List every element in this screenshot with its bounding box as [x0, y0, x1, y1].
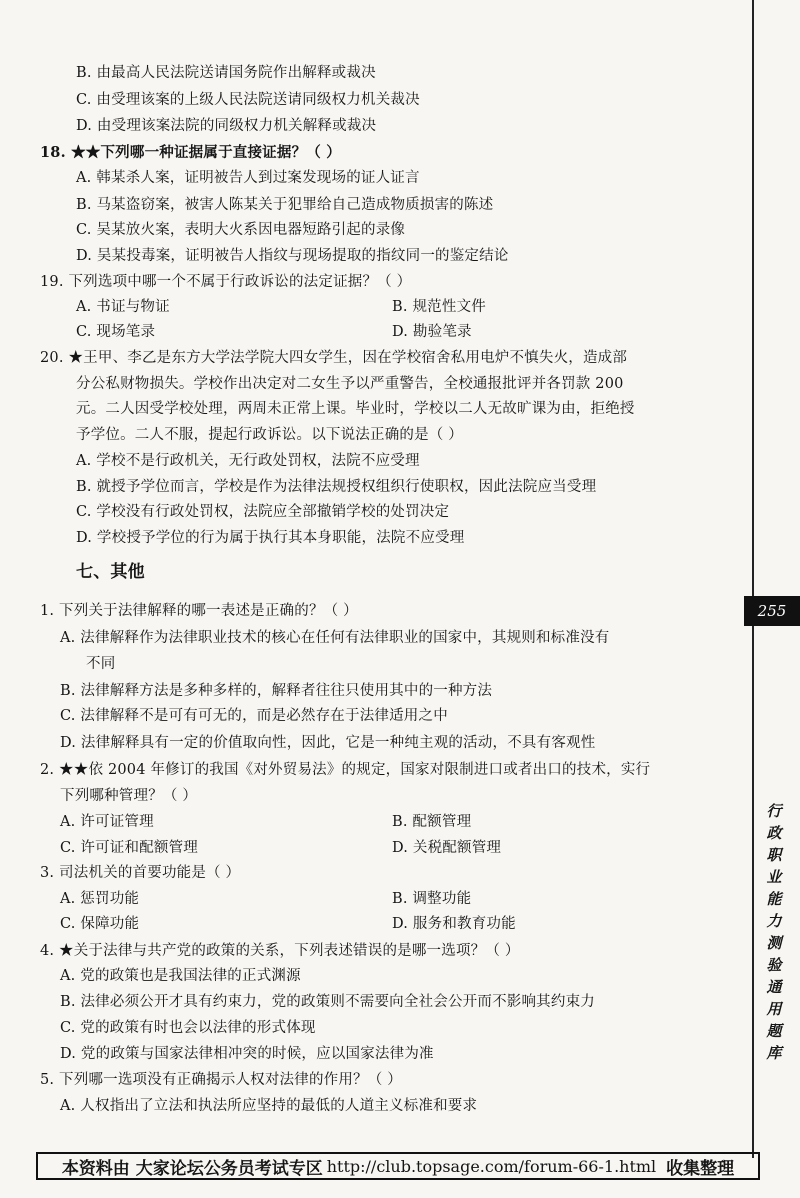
text-line: C. 吴某放火案，表明大火系因电器短路引起的录像 [76, 222, 406, 238]
footer-suffix: 收集整理 [666, 1158, 735, 1179]
text-line: D. 学校授予学位的行为属于执行其本身职能，法院不应受理 [76, 530, 465, 546]
text-line: B. 马某盗窃案，被害人陈某关于犯罪给自己造成物质损害的陈述 [76, 197, 494, 213]
text-line: A. 学校不是行政机关，无行政处罚权，法院不应受理 [76, 453, 420, 469]
text-line: D. 党的政策与国家法律相冲突的时候，应以国家法律为准 [60, 1046, 434, 1062]
text-line: 元。二人因受学校处理，两周未正常上课。毕业时，学校以二人无故旷课为由，拒绝授 [76, 401, 635, 417]
text-line: B. 规范性文件 [392, 299, 486, 315]
text-line: A. 许可证管理 [60, 814, 154, 830]
text-line: 2. ★★依 2004 年修订的我国《对外贸易法》的规定，国家对限制进口或者出口的技术，实行 [40, 762, 651, 778]
text-line: A. 法律解释作为法律职业技术的核心在任何有法律职业的国家中，其规则和标准没有 [60, 630, 610, 646]
text-line: D. 关税配额管理 [392, 840, 502, 856]
side-title-char: 政 [766, 824, 782, 842]
side-title-char: 职 [766, 846, 782, 864]
text-line: D. 勘验笔录 [392, 324, 472, 340]
footer-prefix: 本资料由 大家论坛公务员考试专区 [61, 1158, 323, 1179]
page-number-tab [744, 596, 800, 626]
margin-rule [752, 0, 754, 1158]
text-line: 下列哪种管理？（ ） [60, 788, 198, 804]
text-line: 4. ★关于法律与共产党的政策的关系，下列表述错误的是哪一选项？（ ） [40, 943, 520, 959]
text-line: D. 由受理该案法院的同级权力机关解释或裁决 [76, 118, 377, 134]
text-line: B. 法律解释方法是多种多样的，解释者往往只使用其中的一种方法 [60, 683, 493, 699]
text-line: C. 由受理该案的上级人民法院送请同级权力机关裁决 [76, 92, 420, 108]
side-title-char: 行 [766, 802, 782, 820]
text-line: B. 由最高人民法院送请国务院作出解释或裁决 [76, 65, 376, 81]
text-line: C. 学校没有行政处罚权，法院应全部撤销学校的处罚决定 [76, 504, 450, 520]
text-line: B. 法律必须公开才具有约束力，党的政策则不需要向全社会公开而不影响其约束力 [60, 994, 595, 1010]
text-line: 20. ★王甲、李乙是东方大学法学院大四女学生，因在学校宿舍私用电炉不慎失火，造成部 [40, 350, 628, 366]
text-line: C. 党的政策有时也会以法律的形式体现 [60, 1020, 316, 1036]
side-title-char: 用 [766, 1000, 782, 1018]
page-number: 255 [757, 602, 787, 620]
side-title-char: 测 [766, 934, 782, 952]
side-title-char: 力 [766, 912, 782, 930]
text-line: C. 现场笔录 [76, 324, 156, 340]
text-line: 分公私财物损失。学校作出决定对二女生予以严重警告，全校通报批评并各罚款 200 [76, 376, 624, 392]
text-line: B. 就授予学位而言，学校是作为法律法规授权组织行使职权，因此法院应当受理 [76, 479, 597, 495]
side-title-char: 通 [766, 978, 782, 996]
text-line: 18. ★★下列哪一种证据属于直接证据？（ ） [40, 144, 341, 161]
text-line: 3. 司法机关的首要功能是（ ） [40, 865, 241, 881]
text-line: 不同 [86, 656, 116, 672]
text-line: A. 韩某杀人案，证明被告人到过案发现场的证人证言 [76, 170, 420, 186]
section-heading: 七、其他 [76, 562, 145, 582]
side-title-char: 验 [766, 956, 782, 974]
text-line: 予学位。二人不服，提起行政诉讼。以下说法正确的是（ ） [76, 427, 464, 443]
text-line: D. 服务和教育功能 [392, 916, 516, 932]
footer-banner [36, 1152, 760, 1180]
text-line: C. 许可证和配额管理 [60, 840, 198, 856]
side-title-char: 题 [766, 1022, 782, 1040]
text-line: C. 保障功能 [60, 916, 140, 932]
footer-url[interactable]: http://club.topsage.com/forum-66-1.html [326, 1156, 657, 1176]
side-title-char: 业 [766, 868, 782, 886]
text-line: C. 法律解释不是可有可无的，而是必然存在于法律适用之中 [60, 708, 448, 724]
text-line: B. 调整功能 [392, 891, 472, 907]
text-line: A. 书证与物证 [76, 299, 170, 315]
text-line: A. 惩罚功能 [60, 891, 140, 907]
text-line: B. 配额管理 [392, 814, 472, 830]
text-line: D. 法律解释具有一定的价值取向性，因此，它是一种纯主观的活动，不具有客观性 [60, 735, 596, 751]
text-line: 5. 下列哪一选项没有正确揭示人权对法律的作用？（ ） [40, 1072, 402, 1088]
text-line: A. 人权指出了立法和执法所应坚持的最低的人道主义标准和要求 [60, 1098, 478, 1114]
text-line: D. 吴某投毒案，证明被告人指纹与现场提取的指纹同一的鉴定结论 [76, 248, 509, 264]
text-line: 19. 下列选项中哪一个不属于行政诉讼的法定证据？（ ） [40, 274, 412, 290]
side-book-title [762, 800, 786, 1064]
text-line: A. 党的政策也是我国法律的正式渊源 [60, 968, 301, 984]
text-line: 1. 下列关于法律解释的哪一表述是正确的？（ ） [40, 603, 358, 619]
side-title-char: 库 [766, 1044, 782, 1062]
side-title-char: 能 [766, 890, 782, 908]
